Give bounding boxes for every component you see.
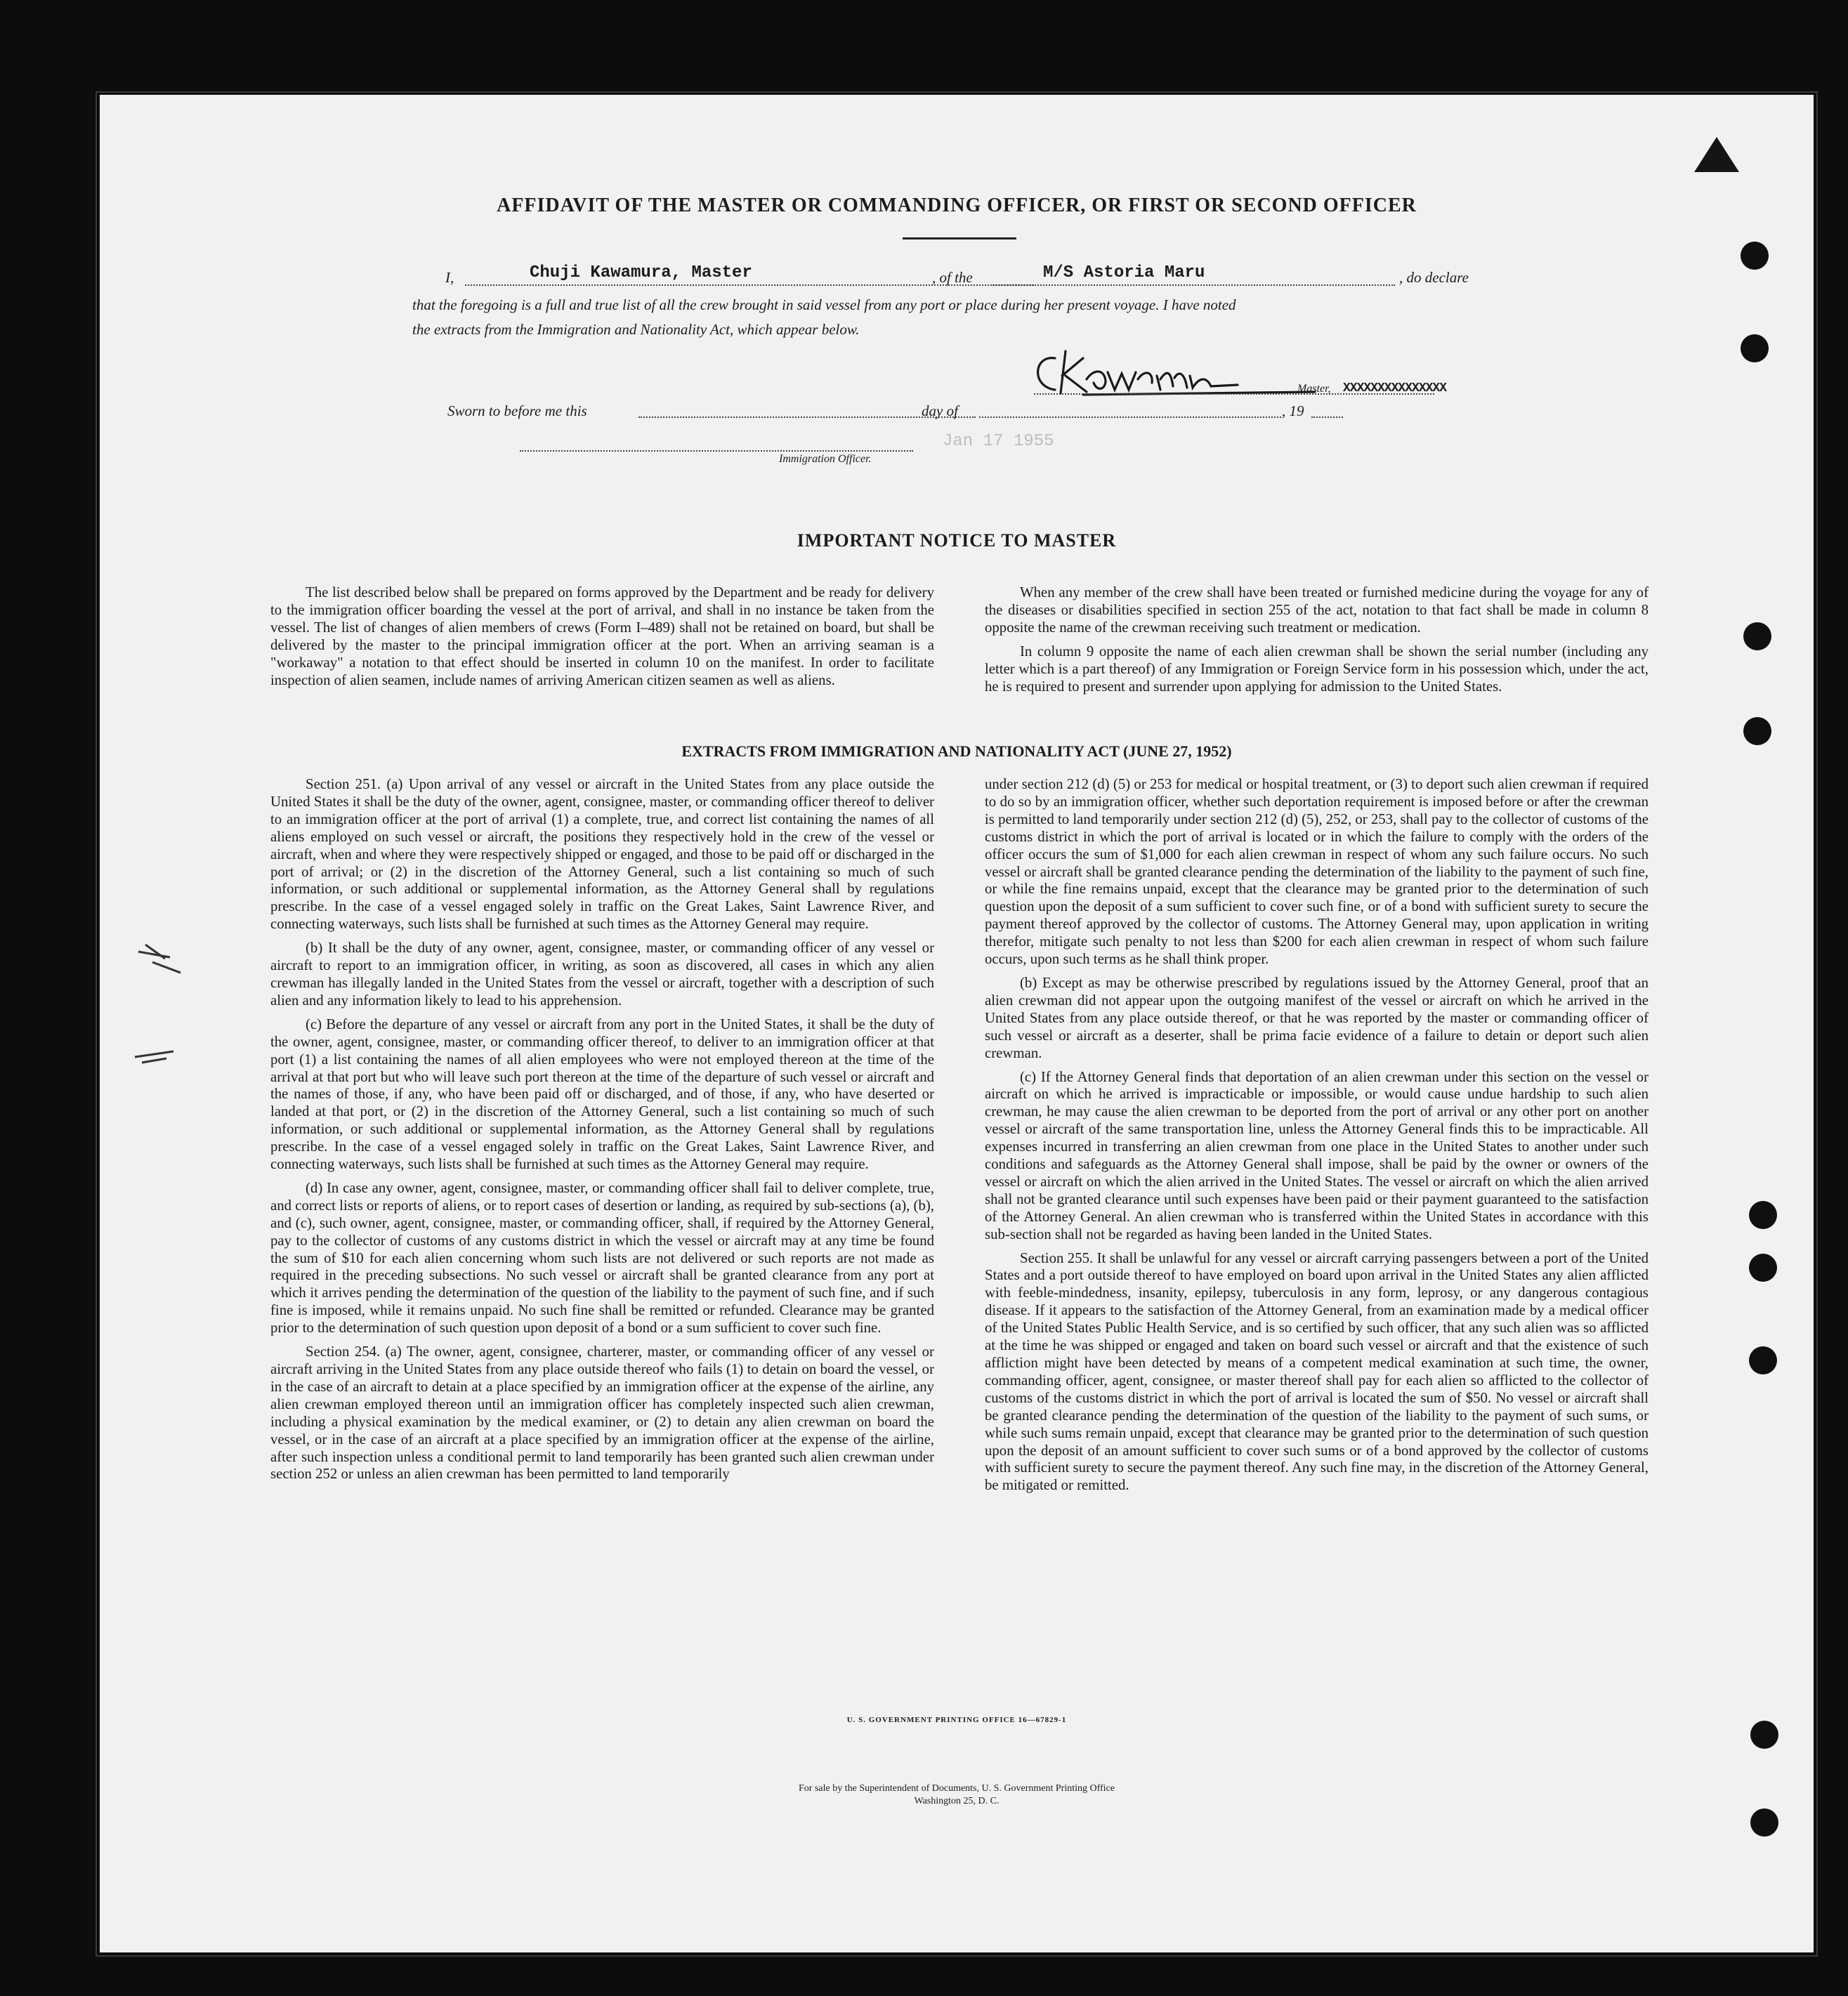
sworn-label: Sworn to before me this: [447, 402, 587, 419]
gpo-imprint: U. S. GOVERNMENT PRINTING OFFICE 16—67829-1: [846, 1716, 1067, 1724]
statement-line-2: the extracts from the Immigration and Nationality Act, which appear below.: [412, 321, 860, 338]
punch-hole: [1743, 622, 1771, 650]
section-255: Section 255. It shall be unlawful for any vessel or aircraft carrying passengers between a port of the United States and a port outside thereof to have employed on board upon arrival in the United States any alien afflicted with feeble-mindedness, insanity, epilepsy, tuberculosis in any form, leprosy, or any dangerous contagious disease. If it appears to the satisfaction of the Attorney General, from an examination made by a medical officer of the United States Public Health Service, and is so certified by such officer, that any such alien was so afflicted at the time he was shipped or engaged and taken on board such vessel or aircraft and that the existence of such affliction might have been detected by means of a competent medical examination at such time, the owner, commanding officer, agent, consignee, or master thereof shall pay for each alien so afflicted to the collector of customs of the customs district in which the port of arrival is located the sum of $50. No vessel or aircraft shall be granted clearance pending the determination of the question of the liability to the payment of such sums, or while such sums remain unpaid, except that clearance may be granted prior to the determination of such question upon the deposit of an amount sufficient to cover such sums or of a bond approved by the collector of customs with sufficient surety to secure the payment thereof. Any such fine may, in the discretion of the Attorney General, be mitigated or remitted.: [985, 1249, 1649, 1494]
section-254a-continued: under section 212 (d) (5) or 253 for medical or hospital treatment, or (3) to deport such alien crewman if required to do so by an immigration officer, whether such deportation requirement is imposed before or after the crewman is permitted to land temporarily under section 212 (d) (5), 252, or 253, shall pay to the collector of customs of the customs district in which the port of arrival is located or in which the failure to comply with the orders of the officer occurs the sum of $1,000 for each alien crewman in respect of whom any such failure occurs. No such vessel or aircraft shall be granted clearance pending the determination of the liability to the payment of such fine, or while the fine remains unpaid, except that the clearance may be granted prior to the determination of such question upon the deposit of a sum sufficient to cover such fine, or of a bond with sufficient surety to secure the payment thereof approved by the collector of customs. The Attorney General may, upon application in writing therefor, mitigate such penalty to not less than $200 for each alien crewman in respect of whom such failure occurs, upon such terms as he shall think proper.: [985, 776, 1649, 968]
day-of-label: day of: [922, 402, 958, 419]
struck-title: XXXXXXXXXXXXXXX: [1343, 381, 1447, 395]
notice-left-paragraph: The list described below shall be prepared on forms approved by the Department and be ready for delivery to the immigration officer boarding the vessel at the port of arrival, and shall in no instance be taken from the vessel. The list of changes of alien members of crews (Form I–489) shall not be retained on board, but shall be delivered by the master to the principal immigration officer at the port. When an arriving seaman is a "workaway" a notation to that effect should be inserted in column 10 on the manifest. In order to facilitate inspection of alien seamen, include names of arriving American citizen seamen as well as aliens.: [270, 584, 934, 688]
sale-line-1: For sale by the Superintendent of Documents, U. S. Government Printing Office: [799, 1783, 1115, 1794]
punch-hole: [1749, 1254, 1777, 1282]
of-the-label: , of the: [932, 269, 973, 286]
section-251a: Section 251. (a) Upon arrival of any vessel or aircraft in the United States from any place outside the United States it shall be the duty of the owner, agent, consignee, master, or commanding officer thereof to deliver to an immigration officer at the port of arrival (1) a complete, true, and correct list containing the names of all aliens employed on such vessel or aircraft, the positions they respectively hold in the crew of the vessel or aircraft, when and where they were respectively shipped or engaged, and those to be paid off or discharged in the port of arrival; or (2) in the discretion of the Attorney General, such a list containing so much of such information, or such additional or supplemental information, as the Attorney General shall by regulations prescribe. In the case of a vessel engaged solely in traffic on the Great Lakes, Saint Lawrence River, and connecting waterways, such lists shall be furnished at such times as the Attorney General may require.: [270, 776, 934, 933]
section-254c: (c) If the Attorney General finds that deportation of an alien crewman under this section on the vessel or aircraft on which he arrived is impracticable or impossible, or would cause undue hardship to such alien crewman, he may cause the alien crewman to be deported from the port of arrival or any other port on another vessel or aircraft of the same transportation line, unless the Attorney General finds this to be impracticable. All expenses incurred in transferring an alien crewman from one place in the United States to another under such conditions and safeguards as the Attorney General shall impose, shall be paid by the owner or owners of the vessel or aircraft on which the alien arrived in the United States. The vessel or aircraft on which the alien arrived shall not be granted clearance until such expenses have been paid or their payment guaranteed to the satisfaction of the Attorney General. An alien crewman who is transferred within the United States in accordance with this sub-section shall not be regarded as having been landed in the United States.: [985, 1068, 1649, 1242]
section-251b: (b) It shall be the duty of any owner, agent, consignee, master, or commanding officer of any vessel or aircraft to report to an immigration officer, in writing, as soon as discovered, all cases in which any alien crewman has illegally landed in the United States from the vessel or aircraft, together with a description of such alien and any information likely to lead to his apprehension.: [270, 940, 934, 1009]
extracts-title: EXTRACTS FROM IMMIGRATION AND NATIONALITY ACT (JUNE 27, 1952): [681, 742, 1232, 760]
punch-hole: [1749, 1201, 1777, 1229]
year-label: , 19: [1282, 402, 1304, 419]
punch-hole: [1750, 1721, 1778, 1749]
punch-hole: [1741, 334, 1769, 362]
notice-right-paragraph-2: In column 9 opposite the name of each alien crewman shall be shown the serial number (including any letter which is a part thereof) of any Immigration or Foreign Service form in his possession which, under the act, he is required to present and surrender upon applying for admission to the United States.: [985, 643, 1649, 695]
section-251d: (d) In case any owner, agent, consignee, master, or commanding officer shall fail to deliver complete, true, and correct lists or reports of aliens, or to report cases of desertion or landing, as required by sub-sections (a), (b), and (c), such owner, agent, consignee, master, or commanding officer, shall, if required by the Attorney General, pay to the collector of customs of any customs district in which the vessel or aircraft may at any time be found the sum of $10 for each alien concerning whom such lists are not delivered or such reports are not made as required in the preceding subsections. No such vessel or aircraft shall be granted clearance from any port at which it arrives pending the determination of the question of the liability to the payment of such fine, and if such fine is imposed, while it remains unpaid. No such fine shall be remitted or refunded. Clearance may be granted prior to the determination of such question upon deposit of a bond or a sum sufficient to cover such fine.: [270, 1179, 934, 1337]
punch-hole: [1741, 242, 1769, 270]
do-declare-label: , do declare: [1399, 269, 1469, 286]
section-254a: Section 254. (a) The owner, agent, consignee, charterer, master, or commanding officer of any vessel or aircraft arriving in the United States from any place outside thereof who fails (1) to detain on board the vessel, or in the case of an aircraft to detain at a place specified by an immigration officer at the expense of the airline, any alien crewman employed thereon until an immigration officer has completely inspected such alien crewman, including a physical examination by the medical examiner, or (2) to detain any alien crewman on board the vessel, or in the case of an aircraft at a place specified by an immigration officer at the expense of the airline, after such inspection unless a conditional permit to land temporarily has been granted such alien crewman under section 252 or unless an alien crewman has been permitted to land temporarily: [270, 1344, 934, 1483]
notice-title: IMPORTANT NOTICE TO MASTER: [797, 530, 1117, 551]
master-name-field[interactable]: Chuji Kawamura, Master: [530, 263, 752, 282]
sale-line-2: Washington 25, D. C.: [914, 1796, 1000, 1806]
punch-hole: [1750, 1808, 1778, 1837]
section-254b: (b) Except as may be otherwise prescribed by regulations issued by the Attorney General, proof that an alien crewman did not appear upon the outgoing manifest of the vessel or aircraft on which he arrived in the United States from any place outside thereof, or that he was reported by the master or commanding officer of such vessel or aircraft as a deserter, shall be prima facie evidence of a failure to detain or deport such alien crewman.: [985, 974, 1649, 1061]
affidavit-title: AFFIDAVIT OF THE MASTER OR COMMANDING OFFICER, OR FIRST OR SECOND OFFICER: [497, 195, 1417, 216]
scan-border: [96, 91, 1818, 1957]
vessel-name-field[interactable]: M/S Astoria Maru: [1043, 263, 1205, 282]
officer-label: Immigration Officer.: [779, 453, 872, 465]
punch-hole: [1749, 1346, 1777, 1374]
section-251c: (c) Before the departure of any vessel or aircraft from any port in the United States, it shall be the duty of the owner, agent, consignee, master, or commanding officer thereof, to deliver to an immigration officer at that port (1) a list containing the names of all alien employees who were not employed thereon at the time of the arrival at that port but who will leave such port thereon at the time of the departure of such vessel or aircraft and the names of those, if any, who have been paid off or discharged, and of those, if any, who have deserted or landed at that port, or (2) in the discretion of the Attorney General, such a list containing so much of such information, or such additional or supplemental information, as the Attorney General shall by regulations prescribe. In the case of a vessel engaged solely in traffic on the Great Lakes, Saint Lawrence River, and connecting waterways, such lists shall be furnished at such times as the Attorney General may require.: [270, 1016, 934, 1173]
faint-stamp: Jan 17 1955: [943, 432, 1054, 451]
i-label: I,: [445, 269, 454, 286]
statement-line-1: that the foregoing is a full and true list of all the crew brought in said vessel from any port or place during her present voyage. I have noted: [412, 296, 1236, 313]
notice-right-paragraph-1: When any member of the crew shall have been treated or furnished medicine during the voyage for any of the diseases or disabilities specified in section 255 of the act, notation to that fact shall be made in column 8 opposite the name of the crewman receiving such treatment or medication.: [985, 584, 1649, 636]
punch-hole: [1743, 717, 1771, 745]
master-label: Master,: [1297, 383, 1331, 395]
